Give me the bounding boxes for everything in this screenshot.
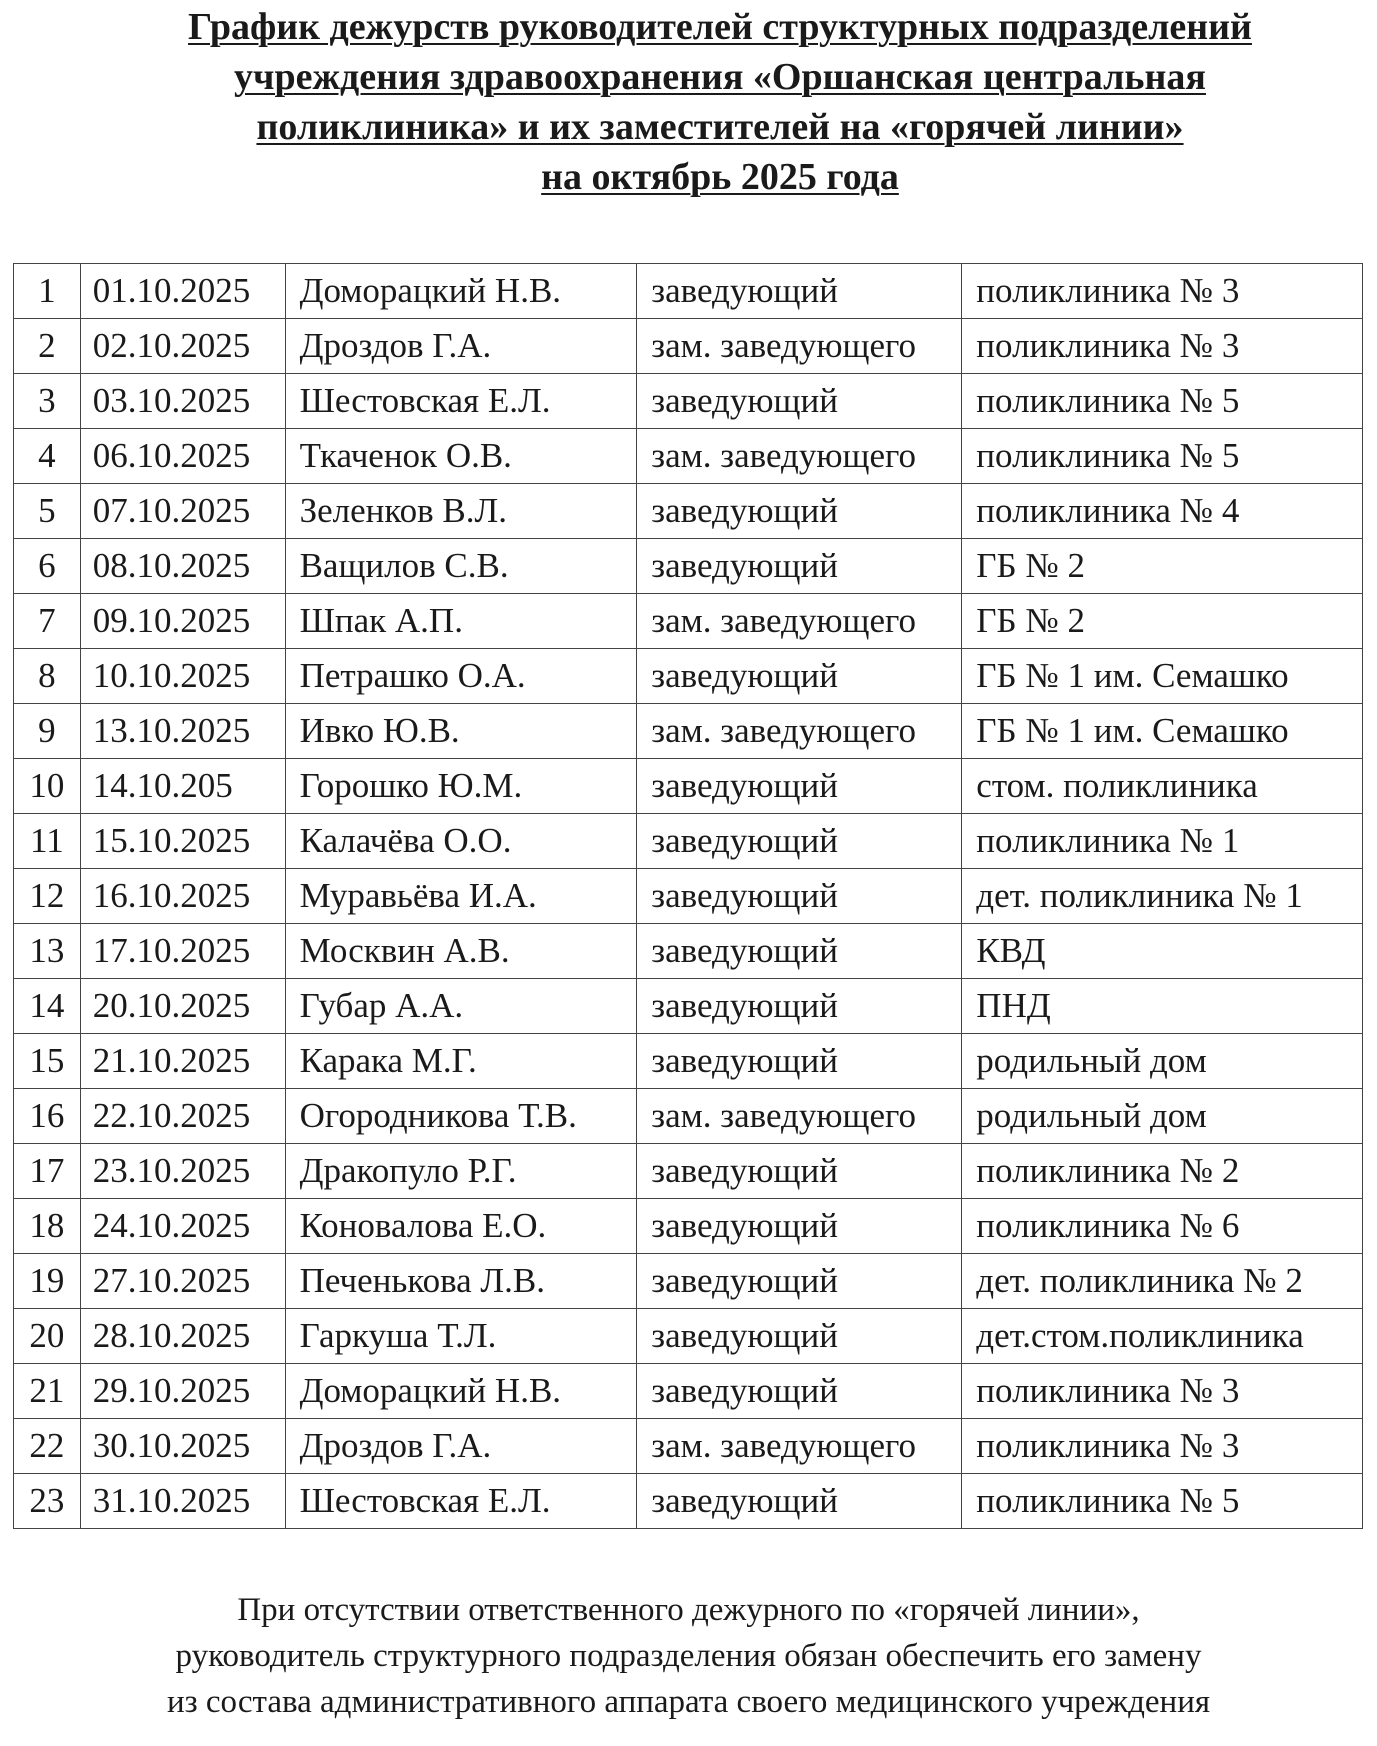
date-cell: 08.10.2025 [80,539,285,594]
row-number-cell: 11 [14,814,81,869]
date-cell: 07.10.2025 [80,484,285,539]
row-number-cell: 21 [14,1364,81,1419]
person-name-cell: Коновалова Е.О. [285,1199,637,1254]
position-cell: зам. заведующего [637,319,962,374]
person-name-cell: Огородникова Т.В. [285,1089,637,1144]
unit-cell: поликлиника № 2 [962,1144,1363,1199]
row-number-cell: 13 [14,924,81,979]
position-cell: зам. заведующего [637,1419,962,1474]
row-number-cell: 12 [14,869,81,924]
date-cell: 02.10.2025 [80,319,285,374]
row-number-cell: 16 [14,1089,81,1144]
date-cell: 31.10.2025 [80,1474,285,1529]
row-number-cell: 5 [14,484,81,539]
date-cell: 24.10.2025 [80,1199,285,1254]
table-row [14,814,1363,869]
date-cell: 13.10.2025 [80,704,285,759]
person-name-cell: Петрашко О.А. [285,649,637,704]
row-number-cell: 22 [14,1419,81,1474]
date-cell: 21.10.2025 [80,1034,285,1089]
person-name-cell: Горошко Ю.М. [285,759,637,814]
person-name-cell: Шестовская Е.Л. [285,374,637,429]
unit-cell: родильный дом [962,1034,1363,1089]
table-row [14,374,1363,429]
date-cell: 29.10.2025 [80,1364,285,1419]
person-name-cell: Дроздов Г.А. [285,1419,637,1474]
footer-line-3: из состава административного аппарата своего медицинского учреждения [166,1684,1211,1720]
table-row [14,1199,1363,1254]
person-name-cell: Ткаченок О.В. [285,429,637,484]
footer-line-1: При отсутствии ответственного дежурного по «горячей линии», [237,1592,1140,1628]
footer-line-2: руководитель структурного подразделения обязан обеспечить его замену [175,1638,1202,1674]
unit-cell: поликлиника № 6 [962,1199,1363,1254]
position-cell: заведующий [637,979,962,1034]
title-line-2: учреждения здравоохранения «Оршанская центральная [234,56,1206,98]
table-row [14,319,1363,374]
unit-cell: поликлиника № 1 [962,814,1363,869]
position-cell: зам. заведующего [637,594,962,649]
position-cell: заведующий [637,759,962,814]
position-cell: заведующий [637,1364,962,1419]
table-row [14,1254,1363,1309]
position-cell: заведующий [637,1309,962,1364]
person-name-cell: Губар А.А. [285,979,637,1034]
table-row [14,264,1363,319]
date-cell: 27.10.2025 [80,1254,285,1309]
position-cell: заведующий [637,649,962,704]
table-row [14,1034,1363,1089]
person-name-cell: Печенькова Л.В. [285,1254,637,1309]
position-cell: заведующий [637,869,962,924]
table-row [14,759,1363,814]
row-number-cell: 3 [14,374,81,429]
table-row [14,594,1363,649]
footer-note [0,1587,1377,1725]
table-row [14,1419,1363,1474]
row-number-cell: 9 [14,704,81,759]
position-cell: заведующий [637,1474,962,1529]
row-number-cell: 18 [14,1199,81,1254]
date-cell: 15.10.2025 [80,814,285,869]
date-cell: 01.10.2025 [80,264,285,319]
person-name-cell: Москвин А.В. [285,924,637,979]
unit-cell: поликлиника № 3 [962,1364,1363,1419]
unit-cell: дет.стом.поликлиника [962,1309,1363,1364]
unit-cell: КВД [962,924,1363,979]
document-title [0,2,1377,202]
person-name-cell: Доморацкий Н.В. [285,1364,637,1419]
title-line-1: График дежурств руководителей структурных подразделений [188,6,1252,48]
unit-cell: ГБ № 2 [962,594,1363,649]
table-row [14,924,1363,979]
date-cell: 06.10.2025 [80,429,285,484]
table-row [14,869,1363,924]
unit-cell: поликлиника № 4 [962,484,1363,539]
person-name-cell: Гаркуша Т.Л. [285,1309,637,1364]
unit-cell: ГБ № 2 [962,539,1363,594]
row-number-cell: 2 [14,319,81,374]
unit-cell: дет. поликлиника № 1 [962,869,1363,924]
title-line-4: на октябрь 2025 года [541,156,899,198]
person-name-cell: Зеленков В.Л. [285,484,637,539]
person-name-cell: Шестовская Е.Л. [285,1474,637,1529]
row-number-cell: 1 [14,264,81,319]
row-number-cell: 14 [14,979,81,1034]
row-number-cell: 17 [14,1144,81,1199]
unit-cell: ПНД [962,979,1363,1034]
table-row [14,1474,1363,1529]
unit-cell: поликлиника № 5 [962,374,1363,429]
person-name-cell: Ивко Ю.В. [285,704,637,759]
row-number-cell: 23 [14,1474,81,1529]
position-cell: заведующий [637,814,962,869]
row-number-cell: 4 [14,429,81,484]
position-cell: зам. заведующего [637,1089,962,1144]
date-cell: 23.10.2025 [80,1144,285,1199]
position-cell: заведующий [637,924,962,979]
date-cell: 10.10.2025 [80,649,285,704]
position-cell: заведующий [637,539,962,594]
position-cell: заведующий [637,1199,962,1254]
table-row [14,979,1363,1034]
row-number-cell: 10 [14,759,81,814]
table-row [14,1144,1363,1199]
unit-cell: поликлиника № 3 [962,1419,1363,1474]
date-cell: 14.10.205 [80,759,285,814]
unit-cell: ГБ № 1 им. Семашко [962,704,1363,759]
unit-cell: поликлиника № 3 [962,264,1363,319]
unit-cell: стом. поликлиника [962,759,1363,814]
row-number-cell: 7 [14,594,81,649]
unit-cell: родильный дом [962,1089,1363,1144]
position-cell: зам. заведующего [637,704,962,759]
row-number-cell: 6 [14,539,81,594]
schedule-body [14,264,1363,1529]
person-name-cell: Дроздов Г.А. [285,319,637,374]
date-cell: 16.10.2025 [80,869,285,924]
date-cell: 28.10.2025 [80,1309,285,1364]
date-cell: 17.10.2025 [80,924,285,979]
position-cell: заведующий [637,484,962,539]
duty-schedule-table [13,263,1363,1529]
row-number-cell: 15 [14,1034,81,1089]
table-row [14,1089,1363,1144]
position-cell: заведующий [637,374,962,429]
person-name-cell: Калачёва О.О. [285,814,637,869]
row-number-cell: 8 [14,649,81,704]
row-number-cell: 19 [14,1254,81,1309]
person-name-cell: Ващилов С.В. [285,539,637,594]
table-row [14,704,1363,759]
table-row [14,1364,1363,1419]
table-row [14,649,1363,704]
position-cell: заведующий [637,264,962,319]
position-cell: заведующий [637,1144,962,1199]
unit-cell: поликлиника № 5 [962,1474,1363,1529]
unit-cell: дет. поликлиника № 2 [962,1254,1363,1309]
title-line-3: поликлиника» и их заместителей на «горячей линии» [256,106,1184,148]
date-cell: 03.10.2025 [80,374,285,429]
position-cell: зам. заведующего [637,429,962,484]
person-name-cell: Дракопуло Р.Г. [285,1144,637,1199]
position-cell: заведующий [637,1034,962,1089]
table-row [14,1309,1363,1364]
person-name-cell: Карака М.Г. [285,1034,637,1089]
date-cell: 20.10.2025 [80,979,285,1034]
row-number-cell: 20 [14,1309,81,1364]
unit-cell: ГБ № 1 им. Семашко [962,649,1363,704]
position-cell: заведующий [637,1254,962,1309]
date-cell: 22.10.2025 [80,1089,285,1144]
unit-cell: поликлиника № 3 [962,319,1363,374]
table-row [14,484,1363,539]
table-row [14,429,1363,484]
table-row [14,539,1363,594]
person-name-cell: Доморацкий Н.В. [285,264,637,319]
date-cell: 30.10.2025 [80,1419,285,1474]
person-name-cell: Шпак А.П. [285,594,637,649]
date-cell: 09.10.2025 [80,594,285,649]
person-name-cell: Муравьёва И.А. [285,869,637,924]
unit-cell: поликлиника № 5 [962,429,1363,484]
